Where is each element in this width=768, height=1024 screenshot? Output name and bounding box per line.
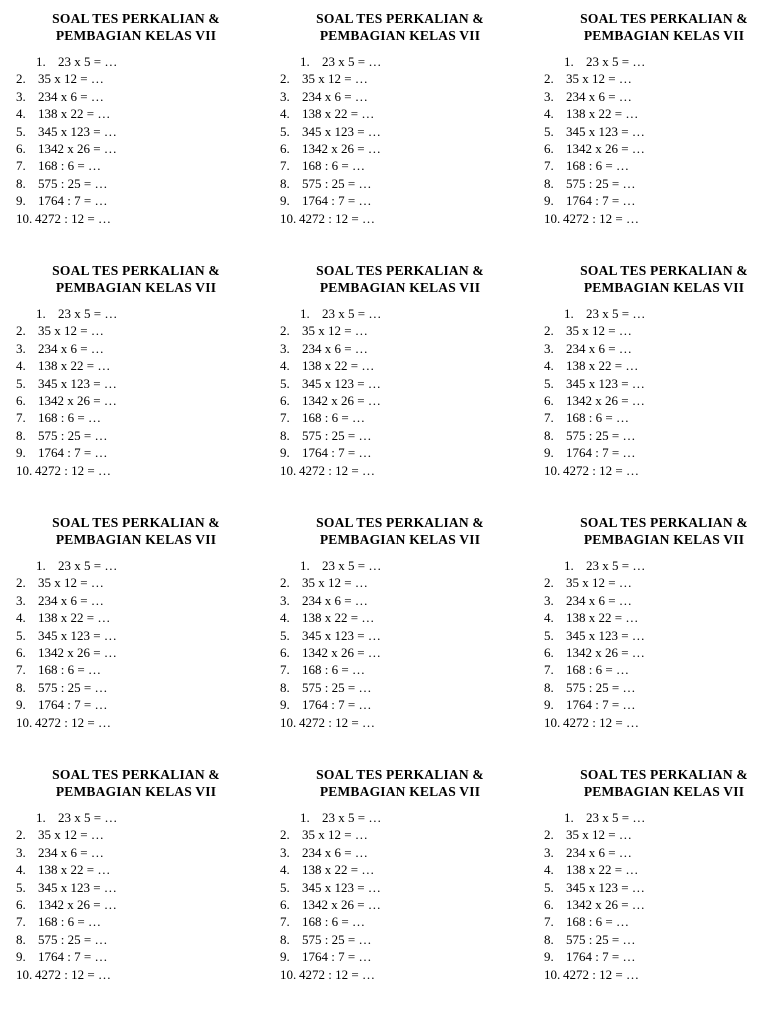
question-text: 345 x 123 = …: [38, 879, 117, 895]
question-number: 10.: [544, 210, 561, 226]
question-number: 8.: [16, 427, 26, 443]
question-number: 2.: [544, 71, 554, 87]
question-number: 8.: [544, 931, 554, 947]
question-number: 2.: [16, 575, 26, 591]
question-number: 2.: [544, 575, 554, 591]
question-number: 4.: [544, 106, 554, 122]
question-number: 8.: [16, 679, 26, 695]
title-line-1: SOAL TES PERKALIAN &: [52, 767, 220, 782]
question-text: 1764 : 7 = …: [38, 697, 108, 713]
question-number: 8.: [16, 175, 26, 191]
question-number: 9.: [16, 445, 26, 461]
question-number: 2.: [16, 71, 26, 87]
title-line-1: SOAL TES PERKALIAN &: [52, 263, 220, 278]
question-number: 5.: [280, 123, 290, 139]
question-text: 23 x 5 = …: [586, 558, 646, 573]
question-number: 1.: [36, 558, 46, 573]
worksheet-card-r2-c2: [280, 262, 536, 502]
question-text: 1342 x 26 = …: [38, 392, 117, 408]
question-text: 23 x 5 = …: [322, 558, 382, 573]
question-text: 1764 : 7 = …: [38, 193, 108, 209]
question-number: 6.: [16, 896, 26, 912]
worksheet-card-r4-c1: [16, 766, 272, 1006]
question-text: 23 x 5 = …: [322, 810, 382, 825]
question-number: 3.: [544, 340, 554, 356]
question-text: 1764 : 7 = …: [566, 193, 636, 209]
question-number: 1.: [300, 54, 310, 69]
question-number: 10.: [16, 210, 33, 226]
question-number: 2.: [280, 575, 290, 591]
worksheet-title: [544, 514, 768, 548]
question-text: 575 : 25 = …: [566, 679, 636, 695]
question-text: 575 : 25 = …: [566, 427, 636, 443]
question-number: 1.: [564, 54, 574, 69]
question-text: 575 : 25 = …: [38, 427, 108, 443]
question-number: 5.: [544, 375, 554, 391]
question-text: 575 : 25 = …: [302, 427, 372, 443]
question-number: 5.: [544, 879, 554, 895]
worksheet-card-r3-c3: [544, 514, 768, 754]
question-number: 8.: [544, 679, 554, 695]
question-number: 10.: [544, 966, 561, 982]
worksheet-card-r4-c2: [280, 766, 536, 1006]
question-number: 1.: [36, 54, 46, 69]
question-number: 1.: [564, 810, 574, 825]
question-text: 1764 : 7 = …: [302, 445, 372, 461]
question-text: 234 x 6 = …: [566, 844, 632, 860]
question-text: 345 x 123 = …: [566, 375, 645, 391]
question-text: 35 x 12 = …: [302, 575, 368, 591]
question-text: 23 x 5 = …: [586, 306, 646, 321]
question-number: 1.: [36, 810, 46, 825]
question-text: 234 x 6 = …: [566, 340, 632, 356]
question-text: 1342 x 26 = …: [38, 140, 117, 156]
question-text: 4272 : 12 = …: [299, 966, 375, 982]
question-text: 575 : 25 = …: [302, 679, 372, 695]
title-line-2: PEMBAGIAN KELAS VII: [55, 784, 217, 799]
question-text: 138 x 22 = …: [566, 106, 639, 122]
question-text: 138 x 22 = …: [302, 610, 375, 626]
question-number: 6.: [544, 896, 554, 912]
question-text: 138 x 22 = …: [38, 610, 111, 626]
question-number: 2.: [544, 323, 554, 339]
title-line-1: SOAL TES PERKALIAN &: [580, 515, 748, 530]
title-line-2: PEMBAGIAN KELAS VII: [55, 532, 217, 547]
question-text: 168 : 6 = …: [302, 914, 365, 930]
question-number: 4.: [280, 862, 290, 878]
question-text: 234 x 6 = …: [38, 592, 104, 608]
question-text: 1764 : 7 = …: [302, 697, 372, 713]
worksheet-card-r2-c3: [544, 262, 768, 502]
title-line-2: PEMBAGIAN KELAS VII: [583, 280, 745, 295]
question-text: 138 x 22 = …: [566, 610, 639, 626]
question-number: 10.: [16, 714, 33, 730]
question-text: 345 x 123 = …: [566, 627, 645, 643]
question-text: 234 x 6 = …: [302, 844, 368, 860]
question-number: 10.: [280, 210, 297, 226]
question-number: 6.: [544, 140, 554, 156]
question-number: 10.: [544, 714, 561, 730]
worksheet-card-r1-c3: [544, 10, 768, 250]
title-line-2: PEMBAGIAN KELAS VII: [583, 784, 745, 799]
question-text: 234 x 6 = …: [302, 88, 368, 104]
question-text: 345 x 123 = …: [566, 879, 645, 895]
question-number: 8.: [280, 931, 290, 947]
question-number: 8.: [280, 427, 290, 443]
question-number: 4.: [544, 358, 554, 374]
question-text: 575 : 25 = …: [302, 931, 372, 947]
question-text: 168 : 6 = …: [302, 662, 365, 678]
question-text: 345 x 123 = …: [38, 123, 117, 139]
worksheet-title: [16, 766, 256, 800]
question-text: 1342 x 26 = …: [302, 644, 381, 660]
question-number: 7.: [280, 410, 290, 426]
question-text: 1764 : 7 = …: [566, 445, 636, 461]
question-text: 1764 : 7 = …: [302, 949, 372, 965]
question-text: 1342 x 26 = …: [566, 644, 645, 660]
question-number: 3.: [16, 592, 26, 608]
worksheet-title: [16, 262, 256, 296]
question-text: 168 : 6 = …: [302, 410, 365, 426]
question-number: 4.: [544, 862, 554, 878]
question-number: 7.: [544, 410, 554, 426]
question-number: 4.: [280, 106, 290, 122]
question-text: 35 x 12 = …: [302, 323, 368, 339]
title-line-1: SOAL TES PERKALIAN &: [316, 767, 484, 782]
question-number: 10.: [280, 966, 297, 982]
question-number: 5.: [280, 375, 290, 391]
question-number: 5.: [16, 879, 26, 895]
question-text: 234 x 6 = …: [566, 592, 632, 608]
question-text: 23 x 5 = …: [586, 810, 646, 825]
question-number: 1.: [564, 558, 574, 573]
question-text: 1342 x 26 = …: [566, 140, 645, 156]
question-number: 6.: [280, 644, 290, 660]
question-number: 5.: [16, 375, 26, 391]
question-text: 4272 : 12 = …: [35, 210, 111, 226]
question-text: 35 x 12 = …: [302, 71, 368, 87]
question-text: 168 : 6 = …: [566, 914, 629, 930]
question-number: 3.: [280, 844, 290, 860]
title-line-2: PEMBAGIAN KELAS VII: [319, 28, 481, 43]
question-text: 234 x 6 = …: [38, 844, 104, 860]
question-number: 10.: [280, 714, 297, 730]
question-text: 1342 x 26 = …: [302, 140, 381, 156]
question-number: 9.: [16, 697, 26, 713]
question-number: 3.: [280, 340, 290, 356]
question-text: 138 x 22 = …: [566, 358, 639, 374]
worksheet-title: [280, 262, 520, 296]
question-text: 23 x 5 = …: [586, 54, 646, 69]
question-number: 6.: [16, 140, 26, 156]
question-text: 1342 x 26 = …: [566, 896, 645, 912]
question-number: 4.: [280, 610, 290, 626]
question-text: 138 x 22 = …: [38, 106, 111, 122]
question-text: 575 : 25 = …: [302, 175, 372, 191]
question-text: 4272 : 12 = …: [563, 462, 639, 478]
question-number: 6.: [280, 392, 290, 408]
question-text: 168 : 6 = …: [38, 662, 101, 678]
title-line-1: SOAL TES PERKALIAN &: [52, 11, 220, 26]
question-number: 4.: [16, 358, 26, 374]
question-number: 6.: [544, 392, 554, 408]
question-text: 1764 : 7 = …: [38, 445, 108, 461]
question-text: 4272 : 12 = …: [35, 966, 111, 982]
question-number: 5.: [544, 627, 554, 643]
question-text: 345 x 123 = …: [302, 879, 381, 895]
question-number: 6.: [280, 140, 290, 156]
question-text: 168 : 6 = …: [566, 662, 629, 678]
question-text: 575 : 25 = …: [38, 679, 108, 695]
title-line-1: SOAL TES PERKALIAN &: [580, 263, 748, 278]
question-number: 5.: [280, 627, 290, 643]
question-text: 4272 : 12 = …: [563, 966, 639, 982]
question-text: 23 x 5 = …: [322, 306, 382, 321]
question-number: 10.: [16, 966, 33, 982]
question-text: 35 x 12 = …: [38, 323, 104, 339]
question-number: 8.: [280, 175, 290, 191]
worksheet-title: [280, 766, 520, 800]
question-number: 1.: [300, 810, 310, 825]
question-number: 10.: [544, 462, 561, 478]
worksheet-title: [280, 514, 520, 548]
question-text: 1342 x 26 = …: [38, 644, 117, 660]
question-number: 3.: [544, 844, 554, 860]
question-text: 4272 : 12 = …: [563, 714, 639, 730]
worksheet-card-r1-c2: [280, 10, 536, 250]
question-number: 5.: [280, 879, 290, 895]
question-number: 1.: [36, 306, 46, 321]
question-number: 9.: [280, 949, 290, 965]
question-text: 4272 : 12 = …: [299, 714, 375, 730]
question-text: 138 x 22 = …: [38, 358, 111, 374]
question-text: 138 x 22 = …: [566, 862, 639, 878]
question-text: 138 x 22 = …: [38, 862, 111, 878]
question-text: 168 : 6 = …: [566, 410, 629, 426]
question-number: 7.: [280, 158, 290, 174]
question-number: 5.: [16, 123, 26, 139]
question-text: 23 x 5 = …: [58, 306, 118, 321]
question-text: 1342 x 26 = …: [302, 392, 381, 408]
question-number: 6.: [16, 644, 26, 660]
worksheet-title: [544, 10, 768, 44]
question-number: 3.: [16, 88, 26, 104]
question-text: 138 x 22 = …: [302, 358, 375, 374]
title-line-2: PEMBAGIAN KELAS VII: [319, 532, 481, 547]
question-text: 345 x 123 = …: [38, 627, 117, 643]
question-number: 9.: [16, 193, 26, 209]
title-line-2: PEMBAGIAN KELAS VII: [319, 280, 481, 295]
question-number: 6.: [16, 392, 26, 408]
question-number: 7.: [544, 662, 554, 678]
question-number: 7.: [16, 158, 26, 174]
worksheet-title: [544, 766, 768, 800]
question-text: 138 x 22 = …: [302, 106, 375, 122]
question-text: 1764 : 7 = …: [566, 949, 636, 965]
question-number: 3.: [16, 844, 26, 860]
question-text: 575 : 25 = …: [566, 931, 636, 947]
question-text: 1342 x 26 = …: [566, 392, 645, 408]
question-text: 23 x 5 = …: [322, 54, 382, 69]
question-text: 35 x 12 = …: [566, 323, 632, 339]
question-number: 3.: [280, 592, 290, 608]
question-text: 575 : 25 = …: [566, 175, 636, 191]
question-number: 4.: [16, 106, 26, 122]
worksheet-card-r3-c1: [16, 514, 272, 754]
worksheet-card-r1-c1: [16, 10, 272, 250]
question-text: 23 x 5 = …: [58, 558, 118, 573]
worksheet-card-r3-c2: [280, 514, 536, 754]
worksheet-title: [16, 10, 256, 44]
question-text: 4272 : 12 = …: [299, 210, 375, 226]
question-number: 4.: [16, 610, 26, 626]
title-line-1: SOAL TES PERKALIAN &: [580, 11, 748, 26]
question-number: 9.: [280, 445, 290, 461]
question-number: 9.: [544, 445, 554, 461]
question-text: 234 x 6 = …: [302, 592, 368, 608]
question-text: 168 : 6 = …: [566, 158, 629, 174]
question-number: 5.: [544, 123, 554, 139]
question-text: 23 x 5 = …: [58, 810, 118, 825]
question-text: 575 : 25 = …: [38, 175, 108, 191]
question-text: 35 x 12 = …: [302, 827, 368, 843]
worksheet-title: [544, 262, 768, 296]
question-number: 7.: [544, 914, 554, 930]
question-number: 8.: [16, 931, 26, 947]
question-text: 35 x 12 = …: [38, 575, 104, 591]
question-number: 9.: [544, 949, 554, 965]
question-number: 2.: [544, 827, 554, 843]
question-number: 9.: [16, 949, 26, 965]
question-number: 10.: [280, 462, 297, 478]
question-text: 4272 : 12 = …: [35, 714, 111, 730]
question-text: 168 : 6 = …: [38, 410, 101, 426]
question-number: 3.: [280, 88, 290, 104]
question-number: 7.: [544, 158, 554, 174]
question-number: 8.: [544, 427, 554, 443]
title-line-2: PEMBAGIAN KELAS VII: [583, 28, 745, 43]
title-line-1: SOAL TES PERKALIAN &: [52, 515, 220, 530]
question-number: 7.: [16, 662, 26, 678]
title-line-2: PEMBAGIAN KELAS VII: [319, 784, 481, 799]
question-number: 2.: [280, 827, 290, 843]
title-line-1: SOAL TES PERKALIAN &: [316, 263, 484, 278]
question-number: 9.: [280, 193, 290, 209]
question-text: 345 x 123 = …: [302, 627, 381, 643]
question-text: 4272 : 12 = …: [35, 462, 111, 478]
question-text: 345 x 123 = …: [38, 375, 117, 391]
title-line-1: SOAL TES PERKALIAN &: [316, 515, 484, 530]
title-line-2: PEMBAGIAN KELAS VII: [55, 280, 217, 295]
question-text: 35 x 12 = …: [38, 71, 104, 87]
question-number: 4.: [544, 610, 554, 626]
question-text: 168 : 6 = …: [38, 158, 101, 174]
question-number: 8.: [280, 679, 290, 695]
worksheet-card-r2-c1: [16, 262, 272, 502]
question-number: 7.: [16, 410, 26, 426]
question-number: 5.: [16, 627, 26, 643]
question-text: 1342 x 26 = …: [302, 896, 381, 912]
question-number: 2.: [16, 323, 26, 339]
title-line-1: SOAL TES PERKALIAN &: [580, 767, 748, 782]
question-number: 2.: [280, 71, 290, 87]
question-number: 10.: [16, 462, 33, 478]
question-text: 35 x 12 = …: [566, 575, 632, 591]
question-text: 35 x 12 = …: [38, 827, 104, 843]
question-number: 6.: [544, 644, 554, 660]
question-number: 3.: [544, 88, 554, 104]
question-text: 234 x 6 = …: [38, 88, 104, 104]
question-number: 7.: [16, 914, 26, 930]
worksheet-title: [16, 514, 256, 548]
title-line-2: PEMBAGIAN KELAS VII: [583, 532, 745, 547]
question-text: 1764 : 7 = …: [566, 697, 636, 713]
question-number: 1.: [564, 306, 574, 321]
question-text: 345 x 123 = …: [566, 123, 645, 139]
question-text: 168 : 6 = …: [302, 158, 365, 174]
question-number: 4.: [280, 358, 290, 374]
worksheet-title: [280, 10, 520, 44]
question-number: 8.: [544, 175, 554, 191]
question-text: 35 x 12 = …: [566, 827, 632, 843]
question-number: 7.: [280, 914, 290, 930]
question-text: 4272 : 12 = …: [299, 462, 375, 478]
question-number: 3.: [544, 592, 554, 608]
question-number: 9.: [544, 697, 554, 713]
question-text: 23 x 5 = …: [58, 54, 118, 69]
question-number: 1.: [300, 306, 310, 321]
question-number: 7.: [280, 662, 290, 678]
question-number: 4.: [16, 862, 26, 878]
question-text: 345 x 123 = …: [302, 375, 381, 391]
title-line-2: PEMBAGIAN KELAS VII: [55, 28, 217, 43]
question-text: 35 x 12 = …: [566, 71, 632, 87]
question-number: 6.: [280, 896, 290, 912]
question-text: 1342 x 26 = …: [38, 896, 117, 912]
question-number: 2.: [280, 323, 290, 339]
question-number: 9.: [544, 193, 554, 209]
worksheet-card-r4-c3: [544, 766, 768, 1006]
question-number: 2.: [16, 827, 26, 843]
question-text: 575 : 25 = …: [38, 931, 108, 947]
question-text: 4272 : 12 = …: [563, 210, 639, 226]
question-text: 234 x 6 = …: [566, 88, 632, 104]
question-number: 3.: [16, 340, 26, 356]
question-text: 234 x 6 = …: [302, 340, 368, 356]
question-text: 234 x 6 = …: [38, 340, 104, 356]
question-text: 1764 : 7 = …: [38, 949, 108, 965]
question-text: 168 : 6 = …: [38, 914, 101, 930]
question-number: 1.: [300, 558, 310, 573]
question-text: 1764 : 7 = …: [302, 193, 372, 209]
title-line-1: SOAL TES PERKALIAN &: [316, 11, 484, 26]
question-text: 138 x 22 = …: [302, 862, 375, 878]
question-number: 9.: [280, 697, 290, 713]
question-text: 345 x 123 = …: [302, 123, 381, 139]
